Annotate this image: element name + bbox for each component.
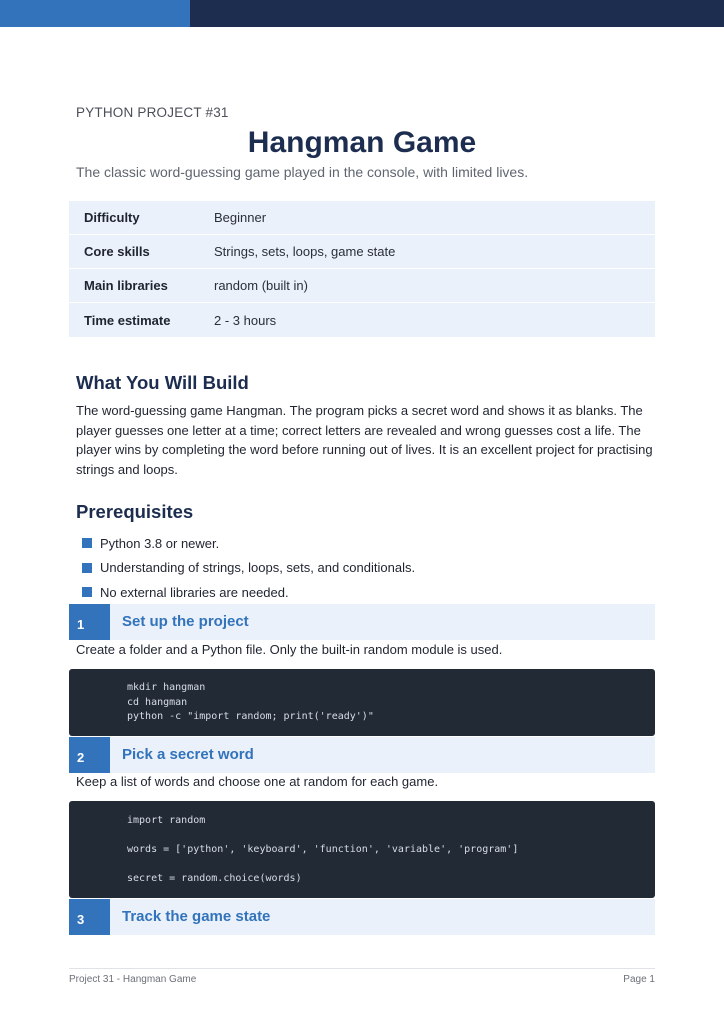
code-line: import random bbox=[127, 815, 206, 826]
info-row-time-estimate bbox=[69, 303, 655, 337]
project-kicker: PYTHON PROJECT #31 bbox=[76, 105, 229, 120]
info-row-difficulty bbox=[69, 201, 655, 235]
bullet-square-icon bbox=[82, 563, 92, 573]
info-row-main-libraries bbox=[69, 269, 655, 303]
bullet-square-icon bbox=[82, 587, 92, 597]
project-info-table bbox=[69, 201, 655, 337]
step-number: 1 bbox=[69, 604, 110, 640]
code-line: cd hangman bbox=[127, 696, 188, 708]
info-key: Difficulty bbox=[84, 210, 140, 225]
step-title: Track the game state bbox=[122, 908, 271, 925]
top-banner bbox=[0, 0, 724, 27]
list-item-text: No external libraries are needed. bbox=[100, 584, 289, 600]
bullet-square-icon bbox=[82, 538, 92, 548]
step-title: Pick a secret word bbox=[122, 746, 254, 763]
info-key: Main libraries bbox=[84, 278, 168, 293]
build-description: The word-guessing game Hangman. The program picks a secret word and shows it as blanks. The player guesses one letter at a time; correct letters are revealed and wrong guesses cost a life. The player wins by completing the word before running out of lives. It is an excellent project for practising strings and loops. bbox=[76, 403, 653, 477]
code-line bbox=[127, 858, 655, 873]
info-key: Core skills bbox=[84, 244, 150, 259]
build-heading: What You Will Build bbox=[76, 372, 249, 393]
info-value: Strings, sets, loops, game state bbox=[214, 244, 396, 259]
prerequisites-heading: Prerequisites bbox=[76, 501, 194, 522]
footer-divider bbox=[69, 968, 655, 969]
code-line: python -c "import random; print('ready')" bbox=[127, 711, 374, 722]
step-2-header bbox=[69, 737, 655, 773]
step-3-header bbox=[69, 899, 655, 935]
code-line: words = ['python', 'keyboard', 'function', 'variable', 'program'] bbox=[127, 844, 519, 855]
footer-page-number: Page 1 bbox=[623, 974, 655, 985]
step-1-description: Create a folder and a Python file. Only the built-in random module is used. bbox=[76, 642, 503, 657]
step-1-code-block bbox=[69, 669, 655, 736]
info-value: Beginner bbox=[214, 210, 267, 225]
list-item bbox=[82, 556, 415, 581]
list-item bbox=[82, 531, 415, 556]
info-value: random (built in) bbox=[214, 278, 308, 293]
page-subtitle: The classic word-guessing game played in the console, with limited lives. bbox=[76, 164, 529, 180]
list-item-text: Python 3.8 or newer. bbox=[100, 535, 220, 551]
step-title: Set up the project bbox=[122, 613, 249, 630]
code-line bbox=[127, 829, 655, 844]
step-2-code-block bbox=[69, 801, 655, 898]
step-2-description: Keep a list of words and choose one at random for each game. bbox=[76, 774, 439, 789]
top-banner-accent bbox=[0, 0, 190, 27]
prerequisites-list bbox=[82, 531, 415, 605]
list-item-text: Understanding of strings, loops, sets, and conditionals. bbox=[100, 560, 416, 576]
footer-project-label: Project 31 - Hangman Game bbox=[69, 974, 197, 985]
step-number: 2 bbox=[69, 737, 110, 773]
page-title: Hangman Game bbox=[247, 126, 477, 159]
info-key: Time estimate bbox=[84, 312, 171, 328]
code-line: secret = random.choice(words) bbox=[127, 873, 302, 884]
step-number: 3 bbox=[69, 899, 110, 935]
list-item bbox=[82, 580, 415, 605]
code-line: mkdir hangman bbox=[127, 682, 206, 693]
info-row-core-skills bbox=[69, 235, 655, 269]
info-value: 2 - 3 hours bbox=[214, 312, 277, 328]
step-1-header bbox=[69, 604, 655, 640]
